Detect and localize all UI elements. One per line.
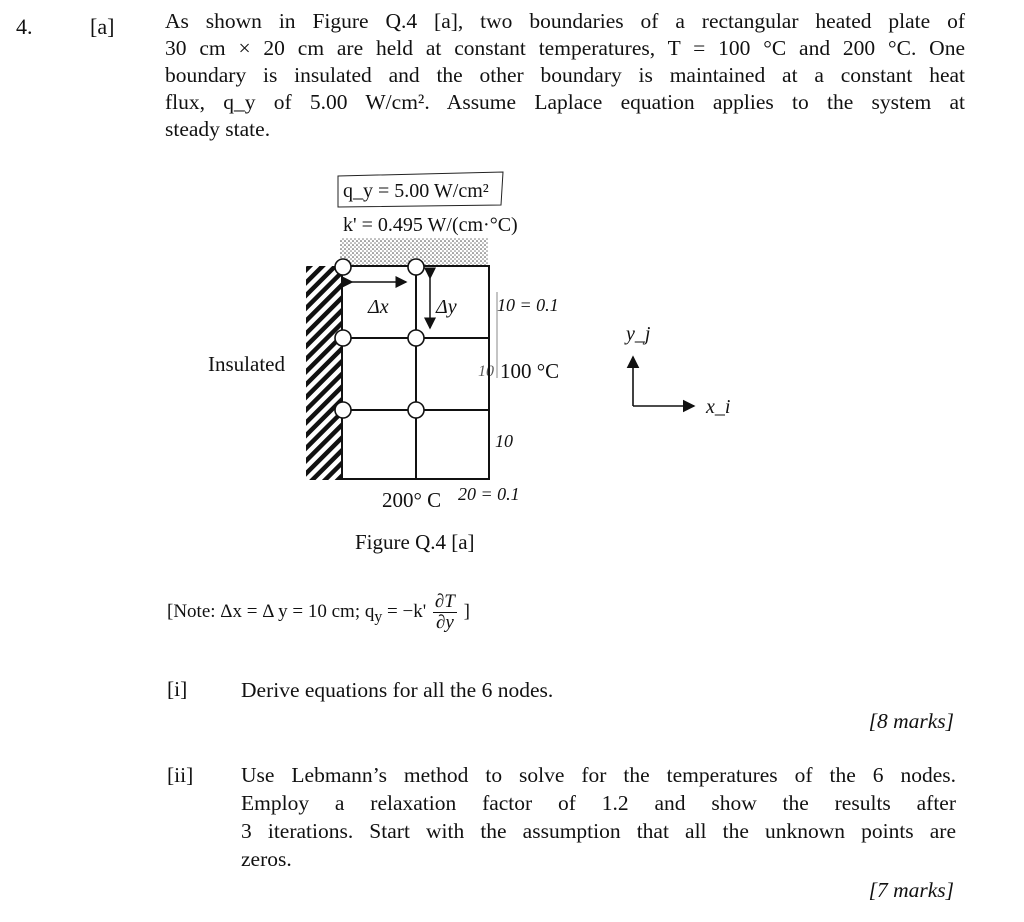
handwritten-mid-right: 10: [478, 363, 494, 380]
subquestion-2-text: [241, 761, 956, 873]
subquestion-1-number: [i]: [167, 677, 188, 701]
node-6: [408, 402, 424, 418]
note-suffix: ]: [463, 600, 470, 622]
frac-denominator: ∂y: [435, 612, 454, 633]
subquestion-1-marks: [8 marks]: [868, 709, 954, 733]
intro-line-1: As shown in Figure Q.4 [a], two boundaries of a rectangular heated plate of: [165, 9, 965, 33]
node-5: [335, 402, 351, 418]
subq2-line-1: Use Lebmann’s method to solve for the temperatures of the 6 nodes.: [241, 763, 956, 787]
insulated-label: Insulated: [208, 352, 285, 376]
node-3: [335, 330, 351, 346]
intro-line-2: 30 cm × 20 cm are held at constant temperatures, T = 100 °C and 200 °C. One: [165, 36, 965, 60]
subq2-line-4: zeros.: [241, 847, 292, 871]
insulated-wall-hatch: [306, 266, 342, 480]
axis-x-label: x_i: [706, 396, 731, 418]
right-temp-label: 100 °C: [500, 359, 560, 383]
intro-line-4: flux, q_y of 5.00 W/cm². Assume Laplace equation applies to the system at: [165, 90, 965, 114]
axis-y-label: y_j: [626, 323, 651, 345]
bottom-temp-label: 200° C: [382, 488, 442, 512]
intro-line-3: boundary is insulated and the other boundary is maintained at a constant heat: [165, 63, 965, 87]
subq2-line-3: 3 iterations. Start with the assumption that all the unknown points are: [241, 819, 956, 843]
plate-grid: [342, 266, 489, 479]
question-part-label: [a]: [90, 14, 115, 39]
node-4: [408, 330, 424, 346]
note-sub: y: [374, 608, 383, 626]
figure-caption: Figure Q.4 [a]: [355, 530, 475, 554]
dx-label: Δx: [368, 296, 389, 318]
k-label: k' = 0.495 W/(cm·°C): [343, 214, 518, 236]
subquestion-2-marks: [7 marks]: [868, 878, 954, 902]
handwritten-top-right: 10 = 0.1: [497, 295, 559, 315]
handwritten-bottom: 20 = 0.1: [458, 484, 520, 504]
intro-line-5: steady state.: [165, 117, 271, 141]
subquestion-2-number: [ii]: [167, 763, 194, 787]
node-2: [408, 259, 424, 275]
note-equals: = −k': [382, 600, 427, 622]
partial-derivative: [433, 592, 457, 633]
node-1: [335, 259, 351, 275]
subquestion-1-text: Derive equations for all the 6 nodes.: [241, 678, 554, 702]
handwritten-low-right: 10: [495, 431, 513, 451]
subq2-line-2: Employ a relaxation factor of 1.2 and show the results after: [241, 791, 956, 815]
question-number: 4.: [16, 14, 33, 39]
dy-label: Δy: [436, 296, 457, 318]
qy-label: q_y = 5.00 W/cm²: [343, 180, 489, 202]
note: [167, 592, 470, 633]
note-prefix: [Note: Δx = Δ y = 10 cm; q: [167, 600, 375, 622]
frac-numerator: ∂T: [434, 591, 455, 612]
